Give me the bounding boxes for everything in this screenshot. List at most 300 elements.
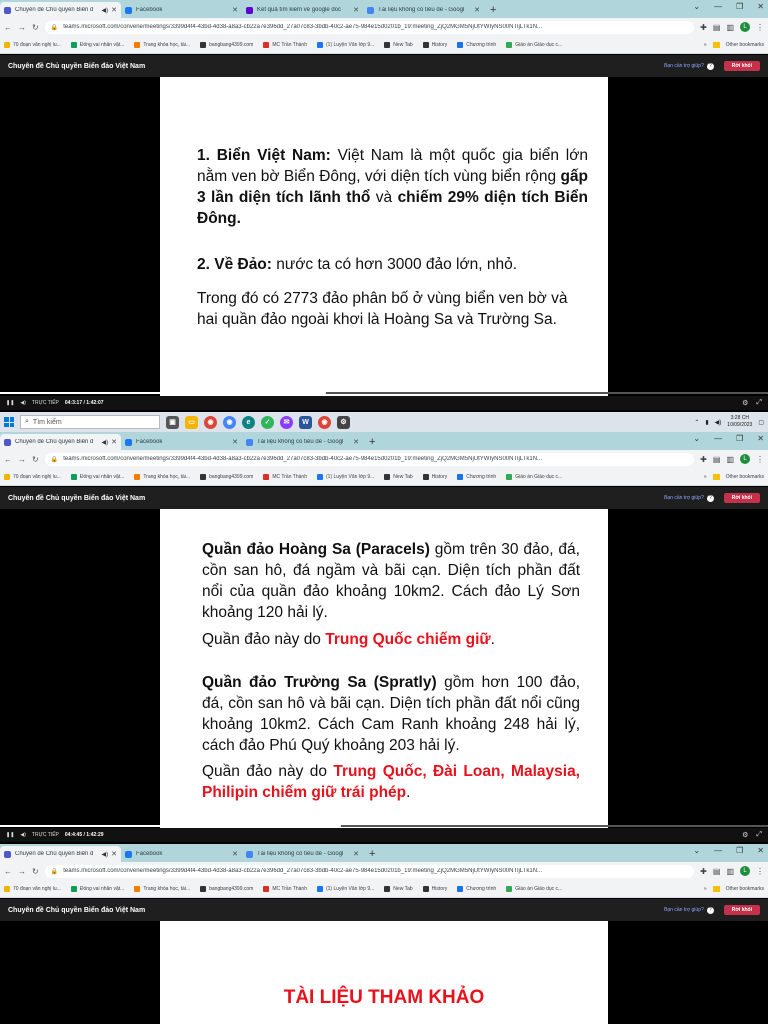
bookmark-label: Trang khóa học, tài... (143, 473, 191, 480)
bookmark-label: MC Trần Thành (272, 41, 307, 48)
meeting-header (0, 55, 768, 77)
url-text: teams.microsoft.com/convene/meetings/3399d4f4-43bd-4d38-a8a3-cb22a7e396dd_27a07c83-3bdb-40c2-ae75-984e15d0201b_19:meeting_ZjQ2MGM5NjUtYWIyNS00NTljLTk1N... (63, 24, 543, 30)
bookmark-item[interactable] (457, 886, 496, 892)
text: nước ta có hơn 3000 đảo lớn, nhỏ. (271, 256, 518, 273)
slide-paragraph-hoang-sa (202, 539, 580, 623)
bookmark-favicon-icon (457, 886, 463, 892)
extension-icon[interactable]: ✚ (700, 866, 707, 876)
minimize-icon[interactable]: — (714, 2, 723, 11)
screenshot-2 (0, 432, 768, 844)
volume-tray-icon[interactable]: ◀) (714, 419, 722, 426)
tab-label: Tài liệu không có tiêu đề - Googl (378, 7, 465, 13)
url-bar[interactable] (45, 21, 694, 34)
leave-button[interactable]: Rời khỏi (724, 493, 760, 503)
bookmark-label: Giáo án Giáo dục c... (515, 473, 563, 480)
bookmark-label: Đóng vai nhân vật... (79, 473, 125, 480)
task-view-icon[interactable]: ▣ (166, 416, 179, 429)
bookmark-item[interactable] (317, 42, 374, 48)
emphasis: gấp 3 lần diện tích lãnh thổ (197, 168, 588, 206)
bookmark-favicon-icon (71, 42, 77, 48)
progress-fill (0, 825, 338, 827)
bookmark-item[interactable] (263, 474, 307, 480)
bookmark-label: bangbang4399.com (209, 885, 254, 892)
bookmark-favicon-icon (423, 42, 429, 48)
volume-icon[interactable]: ◀) (20, 400, 26, 406)
close-icon[interactable]: ✕ (111, 851, 117, 858)
text: gồm trên 30 đảo, đá, cồn san hô, đá ngầm và bãi cạn. Diện tích phần đất nổi của quần đảo khoảng 10km2. Cách đảo Lý Sơn khoảng 120 hải lý. (202, 541, 580, 621)
new-tab-button[interactable]: + (369, 436, 376, 448)
forward-icon[interactable]: → (18, 866, 26, 876)
bookmark-label: 70 đoạn văn nghị lu... (13, 41, 61, 48)
minimize-icon[interactable]: — (714, 846, 723, 855)
browser-tab-yahoo[interactable] (242, 2, 363, 18)
bookmark-label: Chương trình (466, 885, 497, 892)
extension-icon[interactable]: ✚ (700, 454, 707, 464)
bookmark-label: bangbang4399.com (209, 473, 254, 480)
help-link[interactable] (664, 63, 714, 70)
network-icon[interactable]: ▮ (705, 419, 709, 426)
close-icon[interactable]: ✕ (353, 439, 359, 446)
video-stage (0, 509, 768, 828)
browser-tab-strip (0, 432, 768, 450)
bookmark-favicon-icon (384, 42, 390, 48)
new-tab-button[interactable]: + (369, 848, 376, 860)
docs-favicon-icon (246, 439, 253, 446)
reload-icon[interactable]: ↻ (32, 866, 39, 876)
menu-icon[interactable]: ⋮ (756, 22, 764, 32)
settings-app-icon[interactable]: ⚙ (337, 416, 350, 429)
lock-icon: 🔒 (50, 456, 59, 463)
sidepanel-icon[interactable]: ▥ (726, 22, 734, 32)
url-bar[interactable] (45, 453, 694, 466)
bookmark-label: Chương trình (466, 473, 497, 480)
bookmark-item[interactable] (4, 474, 61, 480)
browser-tab-google-doc[interactable] (363, 2, 484, 18)
text: Quần đảo này do (202, 763, 334, 780)
taskbar-search[interactable] (20, 415, 160, 429)
clock-time: 3:28 CH (730, 415, 749, 421)
bookmark-item[interactable] (4, 886, 61, 892)
url-text: teams.microsoft.com/convene/meetings/3399d4f4-43bd-4d38-a8a3-cb22a7e396dd_27a07c83-3bdb-40c2-ae75-984e15d0201b_19:meeting_ZjQ2MGM5NjUtYWIyNS00NTljLTk1N... (63, 456, 543, 462)
bookmark-item[interactable] (384, 42, 412, 48)
text: Quần đảo này do (202, 631, 326, 648)
live-label: TRỰC TIẾP (31, 832, 59, 838)
minimize-icon[interactable]: — (714, 434, 723, 443)
bookmark-item[interactable] (384, 886, 412, 892)
reading-list-icon[interactable]: ▤ (712, 22, 721, 32)
question-icon: ? (707, 495, 714, 502)
close-window-icon[interactable]: ✕ (757, 434, 764, 443)
teams-favicon-icon (4, 7, 11, 14)
tab-label: Facebook (136, 7, 163, 13)
bookmark-item[interactable] (71, 886, 124, 892)
bookmark-favicon-icon (134, 886, 140, 892)
bookmark-label: History (431, 473, 448, 480)
bookmark-item[interactable] (317, 886, 374, 892)
bookmark-label: Giáo án Giáo dục c... (515, 41, 563, 48)
bookmark-favicon-icon (71, 474, 77, 480)
bookmark-item[interactable] (200, 42, 253, 48)
bookmark-item[interactable] (423, 886, 448, 892)
back-icon[interactable]: ← (4, 866, 12, 876)
bookmark-label: Trang khóa học, tài... (143, 885, 191, 892)
text: Việt Nam là một quốc gia biển lớn nằm ven bờ Biển Đông, với diện tích vùng biển rộng (197, 147, 588, 185)
new-tab-button[interactable]: + (490, 4, 497, 16)
meeting-title: Chuyên đề Chủ quyền Biển đảo Việt Nam (8, 62, 146, 70)
tab-label: Chuyên đề Chủ quyền Biển đ (15, 851, 94, 857)
bookmark-favicon-icon (4, 886, 10, 892)
close-icon[interactable]: ✕ (474, 7, 480, 14)
browser-tab-teams[interactable] (0, 2, 121, 18)
slide-paragraph-sea (197, 145, 588, 229)
bookmarks-bar (0, 880, 768, 898)
browser-tab-google-doc[interactable] (242, 434, 363, 450)
reload-icon[interactable]: ↻ (32, 454, 39, 464)
bookmark-item[interactable] (423, 42, 448, 48)
tab-search-icon[interactable]: ⌄ (693, 2, 701, 11)
bookmark-item[interactable] (506, 42, 562, 48)
slide-paragraph-hoang-sa-occupation (202, 629, 580, 650)
meeting-title: Chuyên đề Chủ quyền Biển đảo Việt Nam (8, 906, 146, 914)
text: . (406, 784, 411, 801)
bookmark-item[interactable] (200, 886, 253, 892)
bookmark-label: Đóng vai nhân vật... (79, 41, 125, 48)
system-tray (694, 415, 764, 429)
profile-avatar[interactable]: L (740, 454, 750, 464)
close-icon[interactable]: ✕ (232, 851, 238, 858)
restore-icon[interactable]: ❐ (736, 434, 744, 443)
help-label: Bạn cần trợ giúp? (664, 63, 704, 69)
url-text: teams.microsoft.com/convene/meetings/3399d4f4-43bd-4d38-a8a3-cb22a7e396dd_27a07c83-3bdb-40c2-ae75-984e15d0201b_19:meeting_ZjQ2MGM5NjUtYWIyNS00NTljLTk1N... (63, 868, 543, 874)
text: Trong đó có 2773 đảo phân bố ở vùng biển ven bờ và hai quần đảo ngoài khơi là Hoàng Sa và Trường Sa. (197, 290, 568, 328)
back-icon[interactable]: ← (4, 454, 12, 464)
other-bookmarks-link[interactable]: Other bookmarks (725, 885, 764, 892)
tab-label: Kết quả tìm kiếm về google doc (257, 7, 342, 13)
bookmark-favicon-icon (317, 474, 323, 480)
facebook-favicon-icon (125, 7, 132, 14)
slide-paragraph-truong-sa (202, 672, 580, 756)
other-bookmarks-link[interactable]: Other bookmarks (725, 41, 764, 48)
settings-icon[interactable]: ⚙ (742, 832, 749, 839)
meeting-title: Chuyên đề Chủ quyền Biển đảo Việt Nam (8, 494, 146, 502)
sidepanel-icon[interactable]: ▥ (726, 454, 734, 464)
bookmark-label: New Tab (393, 473, 413, 480)
bookmark-label: History (431, 41, 448, 48)
bookmark-label: MC Trần Thành (272, 885, 307, 892)
bookmark-label: Giáo án Giáo dục c... (515, 885, 563, 892)
back-icon[interactable]: ← (4, 22, 12, 32)
teams-favicon-icon (4, 851, 11, 858)
heading-truong-sa: Quần đảo Trường Sa (Spratly) (202, 674, 437, 691)
bookmark-item[interactable] (134, 474, 190, 480)
text: . (490, 631, 495, 648)
live-label: TRỰC TIẾP (31, 400, 59, 406)
presentation-slide (160, 921, 608, 1024)
bookmark-item[interactable] (134, 886, 190, 892)
heading-ve-dao: 2. Về Đảo: (197, 256, 272, 273)
help-label: Bạn cần trợ giúp? (664, 907, 704, 913)
windows-taskbar (0, 412, 768, 432)
bookmark-item[interactable] (4, 42, 61, 48)
bookmark-favicon-icon (506, 886, 512, 892)
address-bar-row (0, 18, 768, 36)
edge-icon[interactable]: e (242, 416, 255, 429)
progress-handle[interactable] (321, 390, 326, 395)
tab-label: Tài liệu không có tiêu đề - Googl (257, 439, 344, 445)
address-bar-row (0, 450, 768, 468)
pause-icon[interactable]: ❚❚ (6, 400, 15, 406)
bookmark-label: History (431, 885, 448, 892)
speaker-icon: ◀) (101, 851, 109, 858)
bookmark-favicon-icon (506, 474, 512, 480)
facebook-favicon-icon (125, 851, 132, 858)
emphasis: chiếm 29% diện tích Biển Đông. (197, 189, 588, 227)
video-progress-bar[interactable] (0, 392, 768, 394)
question-icon: ? (707, 907, 714, 914)
folder-icon (713, 42, 720, 48)
browser-tab-facebook[interactable] (121, 2, 242, 18)
video-stage (0, 921, 768, 1024)
bookmark-item[interactable] (200, 474, 253, 480)
more-bookmarks-icon[interactable]: » (703, 41, 707, 48)
bookmark-label: bangbang4399.com (209, 41, 254, 48)
speaker-icon: ◀) (101, 439, 109, 446)
bookmark-item[interactable] (506, 886, 562, 892)
toolbar-extensions (700, 22, 764, 32)
close-icon[interactable]: ✕ (232, 439, 238, 446)
screenshot-3 (0, 844, 768, 1024)
green-app-icon[interactable]: ✓ (261, 416, 274, 429)
slide-paragraph-truong-sa-occupation (202, 761, 580, 803)
bookmark-label: 70 đoạn văn nghị lu... (13, 473, 61, 480)
bookmark-favicon-icon (200, 474, 206, 480)
question-icon: ? (707, 63, 714, 70)
other-bookmarks-link[interactable]: Other bookmarks (725, 473, 764, 480)
bookmark-favicon-icon (457, 474, 463, 480)
bookmark-item[interactable] (423, 474, 448, 480)
lock-icon: 🔒 (50, 24, 59, 31)
bookmark-label: 70 đoạn văn nghị lu... (13, 885, 61, 892)
bookmark-item[interactable] (457, 42, 496, 48)
help-link[interactable] (664, 495, 714, 502)
folder-icon (713, 886, 720, 892)
chrome-icon[interactable]: ◉ (204, 416, 217, 429)
heading-bien-viet-nam: 1. Biển Việt Nam: (197, 147, 331, 164)
bookmark-favicon-icon (317, 886, 323, 892)
bookmark-favicon-icon (263, 42, 269, 48)
forward-icon[interactable]: → (18, 454, 26, 464)
bookmark-label: (1) Luyện Văn lớp 9... (325, 885, 375, 892)
teams-favicon-icon (4, 439, 11, 446)
bookmark-label: Trang khóa học, tài... (143, 41, 191, 48)
extension-icon[interactable]: ✚ (700, 22, 707, 32)
more-bookmarks-icon[interactable]: » (703, 885, 707, 892)
folder-icon (713, 474, 720, 480)
close-icon[interactable]: ✕ (111, 439, 117, 446)
player-controls (0, 828, 768, 842)
close-window-icon[interactable]: ✕ (757, 846, 764, 855)
pause-icon[interactable]: ❚❚ (6, 832, 15, 838)
bookmark-favicon-icon (263, 886, 269, 892)
profile-avatar[interactable]: L (740, 22, 750, 32)
bookmark-item[interactable] (263, 42, 307, 48)
windows-start-icon[interactable] (4, 417, 14, 427)
browser-tab-strip (0, 0, 768, 18)
sidepanel-icon[interactable]: ▥ (726, 866, 734, 876)
bookmark-label: Đóng vai nhân vật... (79, 885, 125, 892)
bookmark-favicon-icon (317, 42, 323, 48)
tab-label: Facebook (136, 439, 163, 445)
chrome-active-icon[interactable]: ◉ (318, 416, 331, 429)
time-readout: 04:4:45 / 1:42:29 (64, 832, 104, 838)
menu-icon[interactable]: ⋮ (756, 866, 764, 876)
bookmark-label: New Tab (393, 41, 413, 48)
notifications-icon[interactable]: ▢ (758, 419, 764, 426)
bookmark-item[interactable] (134, 42, 190, 48)
bookmark-item[interactable] (457, 474, 496, 480)
leave-button[interactable]: Rời khỏi (724, 905, 760, 915)
chrome-profile-icon[interactable]: ◉ (223, 416, 236, 429)
bookmark-label: MC Trần Thành (272, 473, 307, 480)
slide-title: TÀI LIỆU THAM KHẢO (283, 987, 485, 1008)
word-icon[interactable]: W (299, 416, 312, 429)
menu-icon[interactable]: ⋮ (756, 454, 764, 464)
search-placeholder: Tìm kiếm (32, 418, 62, 426)
messenger-icon[interactable]: ✉ (280, 416, 293, 429)
browser-tab-facebook[interactable] (121, 846, 242, 862)
tray-chevron-icon[interactable]: ⌃ (694, 419, 700, 426)
search-icon: ⌕ (25, 418, 29, 425)
bookmark-favicon-icon (4, 474, 10, 480)
meeting-header (0, 899, 768, 921)
close-icon[interactable]: ✕ (232, 7, 238, 14)
video-stage (0, 77, 768, 398)
volume-icon[interactable]: ◀) (20, 832, 26, 838)
time-readout: 04:3:17 / 1:42:07 (64, 400, 104, 406)
leave-button[interactable]: Rời khỏi (724, 61, 760, 71)
bookmark-label: Chương trình (466, 41, 497, 48)
browser-tab-google-doc[interactable] (242, 846, 363, 862)
close-icon[interactable]: ✕ (353, 851, 359, 858)
slide-paragraph-archipelagos (197, 288, 588, 330)
settings-icon[interactable]: ⚙ (742, 400, 749, 407)
bookmark-favicon-icon (457, 42, 463, 48)
tab-label: Chuyên đề Chủ quyền Biển đ (15, 439, 94, 445)
browser-tab-teams[interactable] (0, 434, 121, 450)
help-link[interactable] (664, 907, 714, 914)
forward-icon[interactable]: → (18, 22, 26, 32)
help-label: Bạn cần trợ giúp? (664, 495, 704, 501)
bookmark-item[interactable] (263, 886, 307, 892)
window-controls (693, 434, 764, 443)
presentation-slide (160, 77, 608, 398)
tab-label: Chuyên đề Chủ quyền Biển đ (15, 7, 94, 13)
clock[interactable] (727, 415, 752, 429)
bookmark-favicon-icon (423, 474, 429, 480)
restore-icon[interactable]: ❐ (736, 2, 744, 11)
bookmark-item[interactable] (317, 474, 374, 480)
meeting-header (0, 487, 768, 509)
close-window-icon[interactable]: ✕ (757, 2, 764, 11)
bookmark-item[interactable] (71, 474, 124, 480)
fullscreen-icon[interactable]: ⤢ (756, 831, 762, 838)
docs-favicon-icon (367, 7, 374, 14)
toolbar-extensions (700, 454, 764, 464)
bookmark-favicon-icon (506, 42, 512, 48)
player-controls (0, 396, 768, 410)
bookmark-favicon-icon (4, 42, 10, 48)
bookmarks-bar (0, 468, 768, 486)
bookmark-item[interactable] (71, 42, 124, 48)
speaker-icon: ◀) (101, 7, 109, 14)
browser-tab-facebook[interactable] (121, 434, 242, 450)
address-bar-row (0, 862, 768, 880)
more-bookmarks-icon[interactable]: » (703, 473, 707, 480)
browser-tab-strip (0, 844, 768, 862)
reload-icon[interactable]: ↻ (32, 22, 39, 32)
bookmark-favicon-icon (384, 474, 390, 480)
presentation-slide (160, 509, 608, 828)
tab-label: Tài liệu không có tiêu đề - Googl (257, 851, 344, 857)
slide-paragraph-islands (197, 254, 588, 275)
progress-fill (0, 392, 323, 394)
tab-label: Facebook (136, 851, 163, 857)
close-icon[interactable]: ✕ (353, 7, 359, 14)
browser-tab-teams[interactable] (0, 846, 121, 862)
reading-list-icon[interactable]: ▤ (712, 866, 721, 876)
facebook-favicon-icon (125, 439, 132, 446)
bookmark-favicon-icon (134, 42, 140, 48)
bookmark-label: New Tab (393, 885, 413, 892)
tab-search-icon[interactable]: ⌄ (693, 846, 701, 855)
bookmarks-bar (0, 36, 768, 54)
bookmark-favicon-icon (200, 42, 206, 48)
restore-icon[interactable]: ❐ (736, 846, 744, 855)
bookmark-label: (1) Luyện Văn lớp 9... (325, 473, 375, 480)
bookmark-favicon-icon (134, 474, 140, 480)
toolbar-extensions (700, 866, 764, 876)
clock-date: 10/09/2023 (727, 422, 753, 428)
heading-hoang-sa: Quần đảo Hoàng Sa (Paracels) (202, 541, 430, 558)
docs-favicon-icon (246, 851, 253, 858)
occupier-highlight: Trung Quốc chiếm giữ (325, 631, 491, 648)
bookmark-favicon-icon (423, 886, 429, 892)
file-explorer-icon[interactable]: ▭ (185, 416, 198, 429)
bookmark-item[interactable] (384, 474, 412, 480)
fullscreen-icon[interactable]: ⤢ (756, 399, 762, 406)
bookmark-label: (1) Luyện Văn lớp 9... (325, 41, 375, 48)
bookmark-favicon-icon (71, 886, 77, 892)
occupier-highlight: Trung Quốc, Đài Loan, Malaysia, Philipin chiếm giữ trái phép (202, 763, 580, 801)
text: và (370, 189, 398, 206)
window-controls (693, 2, 764, 11)
bookmark-favicon-icon (263, 474, 269, 480)
yahoo-favicon-icon (246, 7, 253, 14)
bookmark-favicon-icon (200, 886, 206, 892)
screenshot-1 (0, 0, 768, 432)
bookmark-favicon-icon (384, 886, 390, 892)
window-controls (693, 846, 764, 855)
reading-list-icon[interactable]: ▤ (712, 454, 721, 464)
url-bar[interactable] (45, 865, 694, 878)
text: gồm hơn 100 đảo, đá, cồn san hô và bãi cạn. Diện tích phần đất nổi cũng khoảng 10km2. Cách Cam Ranh khoảng 248 hải lý, cách đảo Phú Quý khoảng 203 hải lý. (202, 674, 580, 754)
bookmark-item[interactable] (506, 474, 562, 480)
lock-icon: 🔒 (50, 868, 59, 875)
profile-avatar[interactable]: L (740, 866, 750, 876)
tab-search-icon[interactable]: ⌄ (693, 434, 701, 443)
video-progress-bar[interactable] (0, 825, 768, 827)
close-icon[interactable]: ✕ (111, 7, 117, 14)
